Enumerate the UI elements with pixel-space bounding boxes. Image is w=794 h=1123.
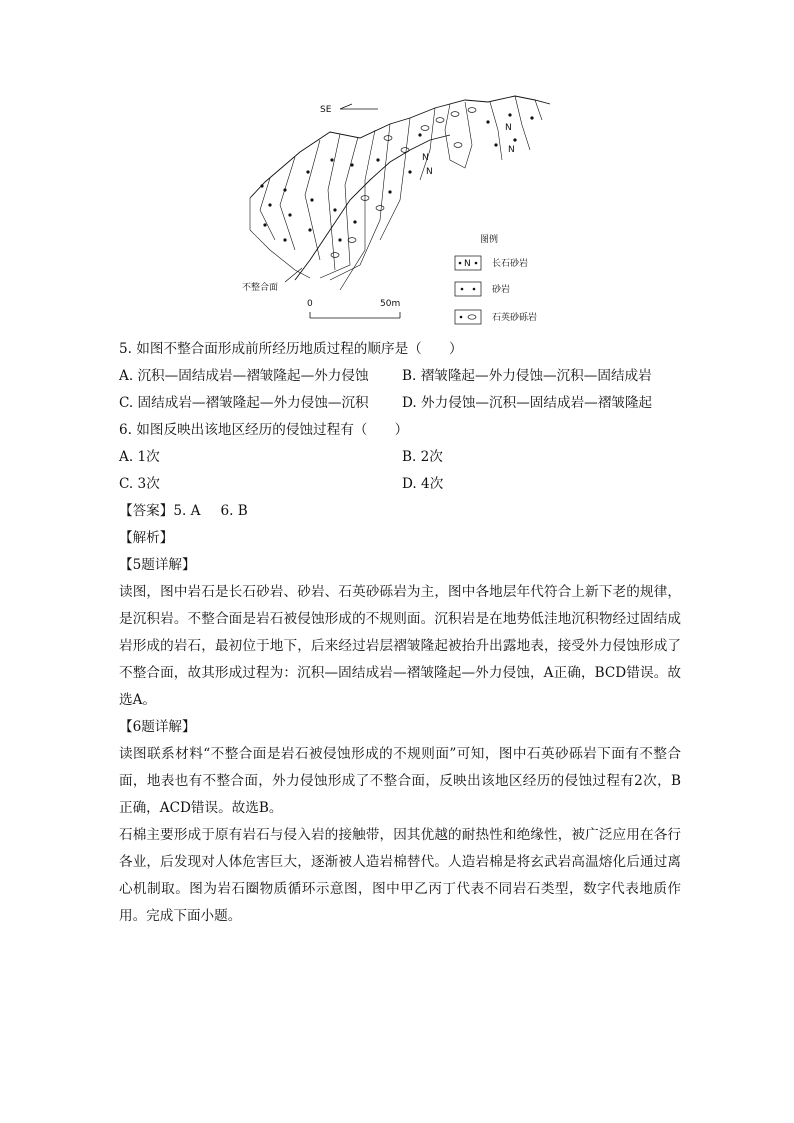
direction-label: SE [320,105,332,115]
question-6-options-row-2 [119,471,681,498]
question-5-options-row-1 [119,363,681,390]
svg-text:N: N [422,153,429,163]
legend-swatch-feldspar-sandstone [455,256,481,270]
legend-title: 图例 [480,235,499,245]
answer-5: 5. A [173,503,201,519]
question-6-option-b: B. 2次 [402,449,443,465]
question-6-option-a: A. 1次 [119,449,160,465]
scale-end-label: 50m [380,299,401,309]
question-6-options-row-1 [119,444,681,471]
unconformity-label: 不整合面 [242,283,279,293]
svg-text:N: N [464,259,471,269]
question-5-option-d: D. 外力侵蚀—沉积—固结成岩—褶皱隆起 [402,395,653,411]
svg-text:N: N [426,167,433,177]
answer-6: 6. B [220,503,248,519]
ground-surface-line [250,96,550,198]
direction-arrow-icon [340,104,378,109]
detail-5-heading: 【5题详解】 [119,557,196,573]
question-6-option-c: C. 3次 [119,476,160,492]
svg-text:N: N [508,145,515,155]
legend-swatch-sandstone [455,282,481,296]
cross-section-svg [240,90,570,330]
question-content [119,336,681,930]
answer-line [119,498,681,525]
question-5-options-row-2 [119,390,681,417]
answer-label: 【答案】 [119,503,174,519]
legend-label-conglomerate: 石英砂砾岩 [492,313,538,323]
question-6-stem: 6. 如图反映出该地区经历的侵蚀过程有（ ） [119,422,409,438]
sandstone-dots [260,113,533,241]
legend-swatch-conglomerate [455,310,481,324]
svg-text:N: N [505,123,512,133]
question-5-option-a: A. 沉积—固结成岩—褶皱隆起—外力侵蚀 [119,368,369,384]
scale-bar [310,312,400,318]
detail-5-text: 读图，图中岩石是长石砂岩、砂岩、石英砂砾岩为主，图中各地层年代符合上新下老的规律，是沉积岩。不整合面是岩石被侵蚀形成的不规则面。沉积岩是在地势低洼地沉积物经过固结成岩形成的岩石，最初位于地下，后来经过岩层褶皱隆起被抬升出露地表，接受外力侵蚀形成了不整合面，故其形成过程为：沉积—固结成岩—褶皱隆起—外力侵蚀，A正确，BCD错误。故选A。 [119,584,681,708]
detail-6-heading: 【6题详解】 [119,719,196,735]
analysis-label: 【解析】 [119,530,174,546]
geologic-cross-section-figure [240,90,570,330]
question-5-stem: 5. 如图不整合面形成前所经历地质过程的顺序是（ ） [119,341,463,357]
section-left-boundary [250,198,310,278]
next-material-text: 石棉主要形成于原有岩石与侵入岩的接触带，因其优越的耐热性和绝缘性，被广泛应用在各行各业，后发现对人体危害巨大，逐渐被人造岩棉替代。人造岩棉是将玄武岩高温熔化后通过离心机制取。图为岩石圈物质循环示意图，图中甲乙丙丁代表不同岩石类型，数字代表地质作用。完成下面小题。 [119,827,681,924]
question-5-option-c: C. 固结成岩—褶皱隆起—外力侵蚀—沉积 [119,395,369,411]
legend-label-feldspar-sandstone: 长石砂岩 [492,259,529,269]
question-5-option-b: B. 褶皱隆起—外力侵蚀—沉积—固结成岩 [402,368,652,384]
conglomerate-ovals [331,108,476,258]
scale-start-label: 0 [307,299,313,309]
unconformity-pointer [285,268,302,282]
question-6-option-d: D. 4次 [402,476,444,492]
detail-6-text: 读图联系材料“不整合面是岩石被侵蚀形成的不规则面”可知，图中石英砂砾岩下面有不整合面，地表也有不整合面，外力侵蚀形成了不整合面，反映出该地区经历的侵蚀过程有2次，B正确，ACD错误。故选B。 [119,746,681,816]
legend-label-sandstone: 砂岩 [492,285,511,295]
